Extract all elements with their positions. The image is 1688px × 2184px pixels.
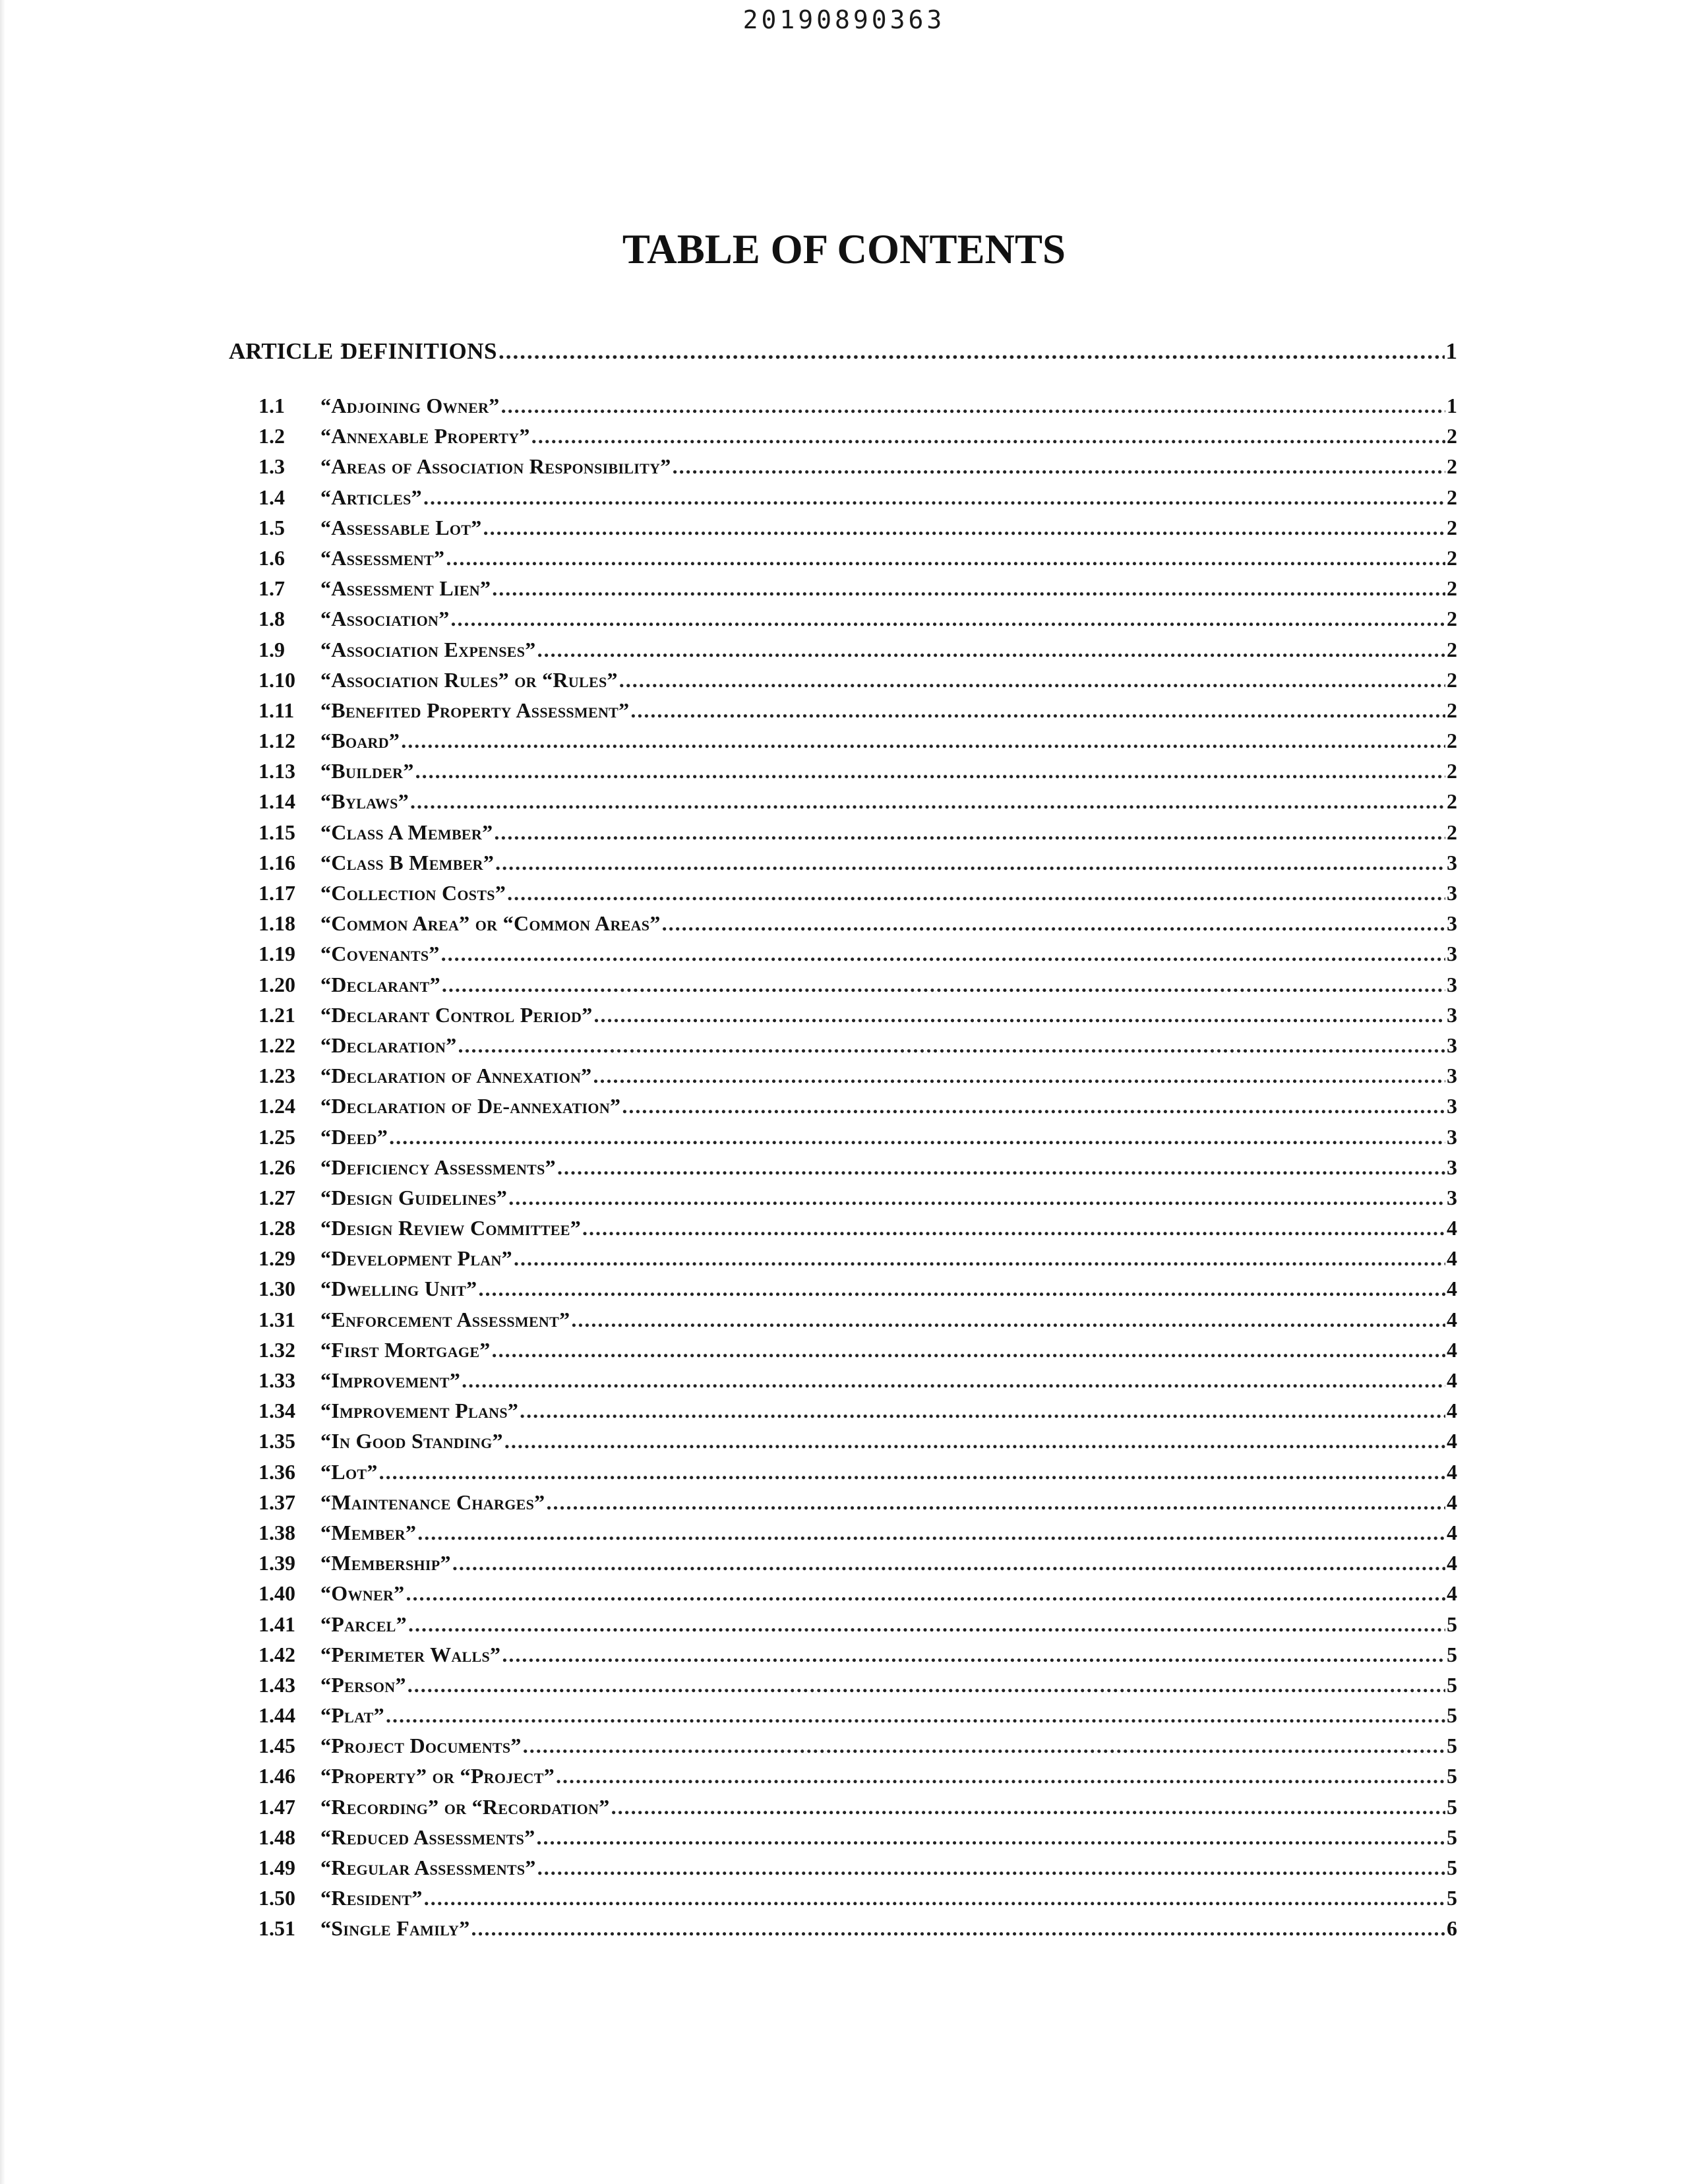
toc-entry-title: “Class A Member” [320,820,493,844]
dot-leader [417,1521,1445,1545]
toc-entry[interactable] [229,1033,1457,1064]
toc-entry-page-number: 4 [1447,1368,1457,1392]
toc-entry-page-number: 2 [1447,637,1457,661]
toc-entry-number: 1.46 [258,1764,295,1788]
toc-entry-number: 1.5 [258,515,285,539]
toc-entry-number: 1.16 [258,850,295,874]
dot-leader [514,1246,1445,1271]
toc-entry-page-number: 5 [1447,1734,1457,1758]
toc-entry-page-number: 5 [1447,1703,1457,1728]
toc-entry-number: 1.28 [258,1216,295,1240]
dot-leader [415,759,1445,783]
toc-entry-number: 1.17 [258,881,295,905]
toc-entry-title: “Dwelling Unit” [320,1277,477,1301]
toc-entry-page-number: 2 [1447,667,1457,692]
toc-entry-number: 1.23 [258,1064,295,1088]
toc-entry-page-number: 4 [1447,1581,1457,1606]
toc-entry-number: 1.22 [258,1033,295,1057]
dot-leader [462,1368,1445,1393]
dot-leader [662,911,1445,936]
toc-entry-number: 1.14 [258,789,295,814]
toc-entry-title: “Single Family” [320,1916,470,1941]
dot-leader [492,1338,1445,1362]
toc-entry-page-number: 5 [1447,1856,1457,1879]
toc-entry-page-number: 2 [1447,424,1457,448]
toc-entry[interactable] [229,668,1457,698]
dot-leader [619,668,1445,692]
toc-entry-title: “Association” [320,607,450,631]
toc-entry[interactable] [229,1521,1457,1551]
dot-leader [593,1064,1445,1088]
toc-entry-page-number: 3 [1447,1064,1457,1088]
toc-entry[interactable] [229,1216,1457,1246]
dot-leader [531,424,1445,448]
toc-entry-title: “Development Plan” [320,1246,512,1271]
toc-entry[interactable] [229,454,1457,485]
toc-entry-number: 1.51 [258,1916,295,1941]
dot-leader [451,607,1445,631]
toc-entry[interactable] [229,1429,1457,1459]
toc-entry-page-number: 2 [1447,698,1457,722]
dot-leader [494,820,1445,845]
dot-leader [471,1916,1445,1941]
toc-entry-number: 1.48 [258,1825,295,1849]
toc-entry-title: “Association Rules” or “Rules” [320,667,618,692]
toc-entry-page-number: 5 [1447,1886,1457,1910]
toc-entry[interactable] [229,759,1457,789]
dot-leader [424,1886,1445,1910]
toc-entry-page-number: 3 [1447,1033,1457,1057]
toc-entry-title: “Deed” [320,1124,388,1149]
toc-entry-page-number: 3 [1447,1124,1457,1149]
toc-entry-page-number: 3 [1447,1002,1457,1027]
toc-entry-page-number: 5 [1447,1672,1457,1697]
toc-entry[interactable] [229,1338,1457,1368]
toc-entry-title: “Covenants” [320,942,440,966]
toc-entry-title: “Project Documents” [320,1734,522,1758]
toc-entry[interactable] [229,911,1457,942]
toc-entry-title: “Assessable Lot” [320,515,482,539]
toc-entry-title: “Common Area” or “Common Areas” [320,911,661,936]
toc-entry-title: “Class B Member” [320,850,495,874]
toc-entry[interactable] [229,1551,1457,1581]
toc-entry-number: 1.18 [258,911,295,936]
toc-entry-number: 1.50 [258,1886,295,1910]
toc-entry-title: “Declarant Control Period” [320,1002,593,1027]
toc-entry-title: “Benefited Property Assessment” [320,698,630,722]
dot-leader [611,1795,1445,1819]
toc-entry[interactable] [229,424,1457,454]
toc-entry-title: “Bylaws” [320,789,409,814]
toc-entry-number: 1.3 [258,454,285,479]
toc-entry[interactable] [229,789,1457,820]
toc-entry-number: 1.43 [258,1672,295,1697]
dot-leader [537,1825,1445,1850]
toc-entry-title: “Lot” [320,1459,378,1484]
toc-entry-page-number: 5 [1447,1642,1457,1666]
toc-entry[interactable] [229,1734,1457,1764]
toc-entry-page-number: 3 [1447,1094,1457,1118]
toc-entry-title: “Association Expenses” [320,637,536,661]
toc-entry[interactable] [229,1825,1457,1856]
toc-entry-title: “Annexable Property” [320,424,530,448]
dot-leader [408,1612,1445,1637]
toc-entry-number: 1.31 [258,1307,295,1331]
toc-entry-number: 1.11 [258,698,295,722]
dot-leader [622,1094,1445,1118]
toc-entry[interactable] [229,698,1457,729]
toc-entry-title: “Areas of Association Responsibility” [320,454,671,479]
dot-leader [401,729,1445,753]
toc-entry-title: “Member” [320,1520,417,1544]
toc-entry-title: “Parcel” [320,1612,407,1636]
toc-entry-title: “Declarant” [320,972,440,996]
toc-entry-number: 1.45 [258,1734,295,1758]
toc-entry-number: 1.6 [258,545,285,570]
dot-leader [508,1186,1445,1210]
toc-entry-page-number: 2 [1447,820,1457,844]
toc-entry-title: “Property” or “Project” [320,1764,555,1788]
toc-entry-page-number: 3 [1447,1185,1457,1209]
toc-entry-number: 1.21 [258,1002,295,1027]
toc-entry[interactable] [229,1490,1457,1521]
article-page-number: 1 [1445,338,1457,364]
dot-leader [406,1581,1445,1606]
toc-entry-title: “Assessment” [320,545,445,570]
toc-entry-number: 1.37 [258,1490,295,1514]
toc-entry-page-number: 2 [1447,485,1457,509]
toc-entry[interactable] [229,1856,1457,1886]
toc-entry[interactable] [229,1246,1457,1277]
dot-leader [389,1125,1445,1149]
article-title: DEFINITIONS [341,338,497,364]
toc-entry-page-number: 5 [1447,1794,1457,1819]
toc-entry-page-number: 5 [1447,1764,1457,1788]
toc-entry-title: “Declaration” [320,1033,457,1057]
dot-leader [458,1033,1445,1058]
toc-entry-number: 1.30 [258,1277,295,1301]
toc-entry-number: 1.24 [258,1094,295,1118]
dot-leader [520,1399,1445,1423]
toc-entry-title: “Declaration of De-annexation” [320,1094,621,1118]
toc-entry[interactable] [229,516,1457,546]
toc-entry-title: “Board” [320,729,400,753]
toc-entry[interactable] [229,820,1457,851]
toc-entry-title: “Maintenance Charges” [320,1490,545,1514]
toc-entry-number: 1.32 [258,1337,295,1362]
toc-entry-number: 1.20 [258,972,295,996]
table-of-contents [229,338,1457,1947]
toc-entry[interactable] [229,1003,1457,1033]
dot-leader [523,1734,1445,1758]
toc-entry-title: “Resident” [320,1886,423,1910]
dot-leader [423,485,1445,510]
toc-entry-title: “Articles” [320,485,422,509]
toc-entry-number: 1.15 [258,820,295,844]
toc-entry-page-number: 4 [1447,1551,1457,1575]
dot-leader [379,1460,1445,1484]
toc-entry-title: “Assessment Lien” [320,576,491,601]
toc-entry-title: “Improvement Plans” [320,1399,519,1423]
toc-entry[interactable] [229,1368,1457,1399]
toc-entry[interactable] [229,1764,1457,1794]
toc-entry-page-number: 2 [1447,545,1457,570]
toc-entry-page-number: 2 [1447,576,1457,601]
dot-leader [504,1429,1445,1453]
toc-entry[interactable] [229,1064,1457,1094]
toc-entry-page-number: 4 [1447,1490,1457,1514]
article-heading[interactable] [229,338,1457,369]
toc-entry[interactable] [229,1308,1457,1338]
toc-entry-number: 1.8 [258,607,285,631]
toc-entry[interactable] [229,729,1457,759]
toc-entry-number: 1.40 [258,1581,295,1606]
scan-edge [0,0,5,2184]
dot-leader [386,1703,1445,1728]
toc-entry[interactable] [229,1125,1457,1155]
toc-entry-title: “Design Review Committee” [320,1216,581,1240]
toc-entry[interactable] [229,1703,1457,1734]
toc-entry-number: 1.34 [258,1399,295,1423]
toc-entry-number: 1.36 [258,1459,295,1484]
toc-entry-number: 1.44 [258,1703,295,1728]
toc-entry-number: 1.39 [258,1551,295,1575]
toc-entry-page-number: 3 [1447,1155,1457,1179]
toc-entry[interactable] [229,546,1457,576]
toc-entry-number: 1.2 [258,424,285,448]
toc-entry[interactable] [229,1886,1457,1916]
toc-entry[interactable] [229,1916,1457,1947]
toc-entry-page-number: 4 [1447,1399,1457,1423]
dot-leader [452,1551,1445,1575]
toc-entry-number: 1.13 [258,759,295,783]
toc-entry-number: 1.7 [258,576,285,601]
toc-entry[interactable] [229,1399,1457,1429]
toc-entry-number: 1.41 [258,1612,295,1636]
article-number: ARTICLE 1 [229,338,351,364]
toc-entry[interactable] [229,1460,1457,1490]
dot-leader [446,546,1445,570]
toc-entry-page-number: 5 [1447,1612,1457,1636]
toc-entry-title: “Deficiency Assessments” [320,1155,556,1179]
toc-entry[interactable] [229,638,1457,668]
toc-entry-number: 1.27 [258,1185,295,1209]
toc-entry-page-number: 3 [1447,911,1457,936]
dot-leader [495,851,1445,875]
toc-entry-number: 1.9 [258,637,285,661]
toc-entry-page-number: 1 [1447,394,1457,417]
toc-entry[interactable] [229,1795,1457,1825]
toc-entry-title: “Declaration of Annexation” [320,1064,592,1088]
toc-entry-page-number: 3 [1447,881,1457,905]
dot-leader [410,789,1445,814]
dot-leader [441,942,1445,966]
toc-entry-title: “Design Guidelines” [320,1185,508,1209]
toc-entry[interactable] [229,1094,1457,1124]
toc-entry[interactable] [229,851,1457,881]
toc-entry-page-number: 3 [1447,972,1457,996]
toc-entry[interactable] [229,881,1457,911]
dot-leader [537,1856,1445,1880]
toc-entry-page-number: 4 [1447,1459,1457,1484]
dot-leader [502,1643,1445,1667]
toc-entry-title: “Adjoining Owner” [320,394,500,417]
toc-entry-number: 1.29 [258,1246,295,1271]
toc-entry-number: 1.25 [258,1124,295,1149]
toc-entry-page-number: 2 [1447,789,1457,814]
dot-leader [594,1003,1446,1027]
toc-entry-page-number: 4 [1447,1337,1457,1362]
toc-entry-number: 1.10 [258,667,295,692]
toc-entry-number: 1.19 [258,942,295,966]
dot-leader [556,1764,1445,1788]
toc-entry-number: 1.49 [258,1856,295,1879]
dot-leader [571,1308,1445,1332]
toc-entry-page-number: 3 [1447,850,1457,874]
toc-entry-number: 1.38 [258,1520,295,1544]
dot-leader [546,1490,1445,1515]
toc-entry[interactable] [229,576,1457,607]
dot-leader [442,973,1445,997]
dot-leader [478,1277,1445,1301]
dot-leader [630,698,1445,723]
toc-entry-page-number: 2 [1447,759,1457,783]
dot-leader [557,1155,1445,1180]
toc-entry-page-number: 4 [1447,1520,1457,1544]
toc-entry[interactable] [229,485,1457,516]
toc-entry[interactable] [229,1277,1457,1307]
toc-entry-page-number: 3 [1447,942,1457,966]
toc-entry-page-number: 6 [1447,1916,1457,1941]
toc-entry-page-number: 5 [1447,1825,1457,1849]
toc-entry-number: 1.42 [258,1642,295,1666]
toc-entry[interactable] [229,1673,1457,1703]
toc-entry-title: “Improvement” [320,1368,461,1392]
toc-entry-title: “Enforcement Assessment” [320,1307,570,1331]
toc-entry-list [229,394,1457,1947]
toc-entry[interactable] [229,1581,1457,1612]
dot-leader [483,516,1445,540]
toc-entry-number: 1.1 [258,394,285,417]
toc-entry-page-number: 4 [1447,1277,1457,1301]
page-title: TABLE OF CONTENTS [622,226,1066,272]
toc-entry[interactable] [229,973,1457,1003]
dot-leader [407,1673,1445,1697]
dot-leader [582,1216,1445,1240]
document-number: 20190890363 [742,5,946,34]
toc-entry-title: “Builder” [320,759,414,783]
toc-entry[interactable] [229,1643,1457,1673]
toc-entry-title: “Perimeter Walls” [320,1642,501,1666]
dot-leader [492,576,1445,601]
toc-entry-title: “First Mortgage” [320,1337,491,1362]
toc-entry-page-number: 2 [1447,454,1457,479]
toc-entry-title: “Collection Costs” [320,881,506,905]
toc-entry-title: “In Good Standing” [320,1429,503,1453]
toc-entry[interactable] [229,942,1457,972]
toc-entry[interactable] [229,1186,1457,1216]
toc-entry-number: 1.35 [258,1429,295,1453]
dot-leader [501,394,1445,418]
toc-entry-number: 1.33 [258,1368,295,1392]
toc-entry-page-number: 4 [1447,1216,1457,1240]
toc-entry[interactable] [229,394,1457,424]
toc-entry-title: “Reduced Assessments” [320,1825,535,1849]
toc-entry-title: “Recording” or “Recordation” [320,1794,610,1819]
dot-leader [498,338,1445,365]
toc-entry-page-number: 4 [1447,1429,1457,1453]
toc-entry-page-number: 2 [1447,729,1457,753]
toc-entry-number: 1.26 [258,1155,295,1179]
toc-entry-page-number: 4 [1447,1246,1457,1271]
toc-entry[interactable] [229,607,1457,637]
toc-entry[interactable] [229,1612,1457,1643]
dot-leader [537,638,1445,662]
toc-entry-number: 1.4 [258,485,285,509]
dot-leader [507,881,1445,905]
toc-entry-title: “Regular Assessments” [320,1856,536,1879]
toc-entry-page-number: 2 [1447,607,1457,631]
toc-entry-title: “Plat” [320,1703,384,1728]
toc-entry-title: “Membership” [320,1551,451,1575]
toc-entry-number: 1.47 [258,1794,295,1819]
toc-entry-title: “Person” [320,1672,406,1697]
toc-entry-title: “Owner” [320,1581,405,1606]
dot-leader [673,454,1445,479]
toc-entry[interactable] [229,1155,1457,1186]
toc-entry-number: 1.12 [258,729,295,753]
toc-entry-page-number: 2 [1447,515,1457,539]
toc-entry-page-number: 4 [1447,1307,1457,1331]
